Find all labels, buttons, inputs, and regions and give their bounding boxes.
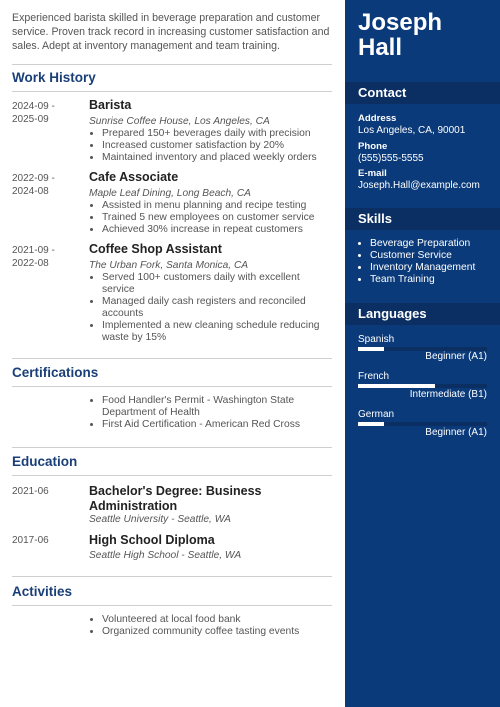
job-bullet: • Managed daily cash registers and reconciled accounts [102,296,334,320]
job-start-date: 2022-09 - [12,173,55,184]
job-bullet: • Increased customer satisfaction by 20% [102,140,334,152]
skills-header [345,208,500,230]
job-bullet: • Prepared 150+ beverages daily with precision [102,128,334,140]
job-end-date: 2024-08 [12,186,49,197]
candidate-name [358,10,442,60]
job-bullets [89,272,334,344]
last-name: Hall [358,34,403,61]
education-school: Seattle University - Seattle, WA [89,514,231,525]
language-level: Beginner (A1) [425,351,487,362]
job-title: Barista [89,98,132,112]
job-bullet: • Trained 5 new employees on customer service [102,212,334,224]
job-title: Coffee Shop Assistant [89,242,222,256]
divider [12,358,332,359]
divider [12,475,332,476]
education-date: 2017-06 [12,535,49,546]
education-degree: Bachelor's Degree: Business Administration [89,484,262,513]
job-date [12,172,82,198]
language-bar [358,384,487,388]
section-title-certifications: Certifications [12,365,99,380]
job-bullet: • Achieved 30% increase in repeat customers [102,224,334,236]
education-date: 2021-06 [12,486,49,497]
job-company: Sunrise Coffee House, Los Angeles, CA [89,116,270,127]
divider [12,447,332,448]
phone-value: (555)555-5555 [358,153,424,164]
skill-item: • Customer Service [370,250,475,262]
activity-list [89,614,334,638]
job-title: Cafe Associate [89,170,179,184]
contact-title: Contact [358,85,407,100]
skills-list [358,238,475,286]
divider [12,605,332,606]
first-name: Joseph [358,9,443,36]
section-title-work-history: Work History [12,70,96,85]
job-start-date: 2024-09 - [12,101,55,112]
job-end-date: 2025-09 [12,114,49,125]
certification-item: • First Aid Certification - American Red Cross [102,419,334,431]
job-end-date: 2022-08 [12,258,49,269]
skill-item: • Beverage Preparation [370,238,475,250]
activity-item: • Volunteered at local food bank [102,614,334,626]
language-name: German [358,409,395,420]
divider [12,91,332,92]
education-school: Seattle High School - Seattle, WA [89,550,242,561]
job-bullet: • Implemented a new cleaning schedule reducing waste by 15% [102,320,334,344]
languages-title: Languages [358,306,427,321]
skills-title: Skills [358,211,392,226]
job-date [12,244,82,270]
language-name: French [358,371,390,382]
email-label: E-mail [358,168,387,179]
language-level: Intermediate (B1) [409,389,487,400]
phone-label: Phone [358,141,388,152]
job-bullet: • Maintained inventory and placed weekly orders [102,152,334,164]
contact-header [345,82,500,104]
language-name: Spanish [358,334,395,345]
job-company: The Urban Fork, Santa Monica, CA [89,260,249,271]
job-start-date: 2021-09 - [12,245,55,256]
certification-list [89,395,334,431]
job-date [12,100,82,126]
divider [12,576,332,577]
section-title-education: Education [12,454,78,469]
skill-item: • Inventory Management [370,262,475,274]
job-bullet: • Served 100+ customers daily with excellent service [102,272,334,296]
skill-item: • Team Training [370,274,475,286]
address-value: Los Angeles, CA, 90001 [358,125,466,136]
activity-item: • Organized community coffee tasting events [102,626,334,638]
language-bar-fill [358,347,384,351]
section-title-activities: Activities [12,584,73,599]
language-level: Beginner (A1) [425,427,487,438]
job-bullets [89,200,334,236]
divider [12,386,332,387]
job-bullets [89,128,334,164]
language-bar-fill [358,384,435,388]
language-bar [358,422,487,426]
education-degree: High School Diploma [89,533,215,547]
address-label: Address [358,113,397,124]
job-company: Maple Leaf Dining, Long Beach, CA [89,188,251,199]
sidebar [345,0,500,707]
divider [12,64,332,65]
job-bullet: • Assisted in menu planning and recipe testing [102,200,334,212]
language-bar-fill [358,422,384,426]
summary-text: Experienced barista skilled in beverage preparation and customer service. Proven track record in increasing customer satisfaction and sales. Adept at inventory management and team training. [12,12,330,52]
email-value[interactable]: Joseph.Hall@example.com [358,180,480,191]
languages-header [345,303,500,325]
certification-item: • Food Handler's Permit - Washington State Department of Health [102,395,334,419]
